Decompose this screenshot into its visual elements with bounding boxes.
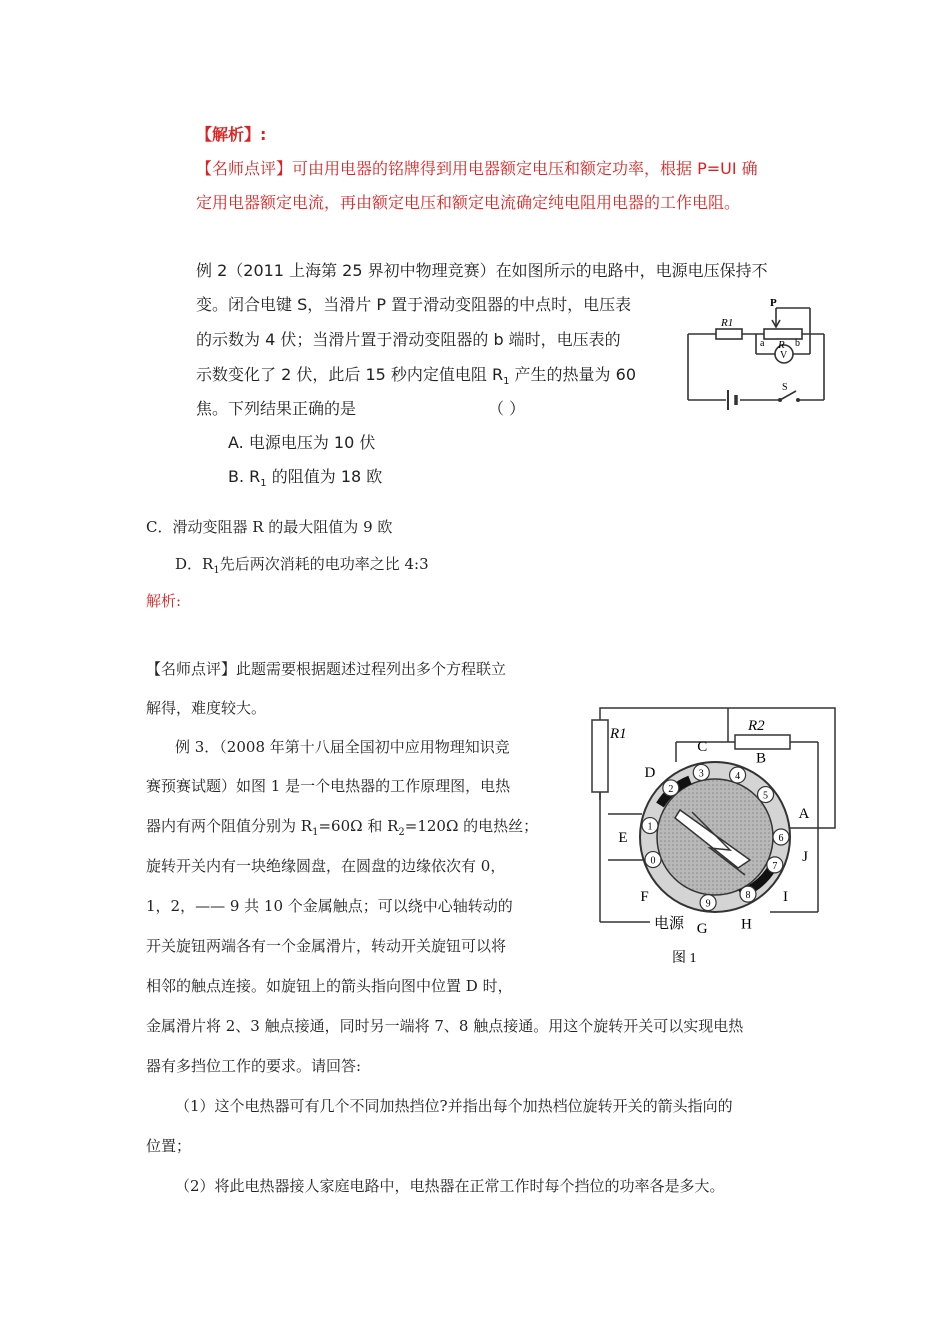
- question-1-cont: 位置；: [146, 1137, 192, 1155]
- position-letter-G: G: [696, 921, 708, 938]
- example3-line4: 旋转开关内有一块绝缘圆盘，在圆盘的边缘依次有 0，: [146, 857, 506, 875]
- analysis-label-1: 【解析】:: [196, 125, 267, 144]
- example2-line4: 示数变化了 2 伏，此后 15 秒内定值电阻 $R_1$ 产生的热量为 60: [196, 365, 637, 388]
- position-letter-A: A: [798, 806, 810, 823]
- label-p: P: [770, 297, 777, 309]
- contact-label-3: 3: [698, 768, 704, 780]
- example2-comment-line1: 【名师点评】此题需要根据题述过程列出多个方程联立: [146, 660, 507, 678]
- question-2: （2）将此电热器接人家庭电路中，电热器在正常工作时每个挡位的功率各是多大。: [175, 1177, 725, 1195]
- position-letter-C: C: [697, 738, 708, 755]
- example3-line9: 器有多挡位工作的要求。请回答:: [146, 1057, 362, 1075]
- contact-label-9: 9: [705, 898, 711, 910]
- contact-label-1: 1: [647, 821, 653, 833]
- label-r: R: [778, 339, 785, 351]
- contact-label-2: 2: [668, 783, 674, 795]
- question-1: （1）这个电热器可有几个不同加热挡位?并指出每个加热档位旋转开关的箭头指向的: [175, 1097, 733, 1115]
- example3-line8: 金属滑片将 2、3 触点接通，同时另一端将 7、8 触点接通。用这个旋转开关可以实现电热: [146, 1017, 744, 1035]
- option-d: D．$R_1$先后两次消耗的电功率之比 4:3: [175, 555, 429, 576]
- contact-label-8: 8: [745, 890, 751, 902]
- position-letter-B: B: [755, 750, 767, 767]
- contact-label-7: 7: [772, 860, 778, 872]
- position-letter-D: D: [644, 764, 656, 781]
- label-r1: R1: [721, 317, 734, 329]
- contact-label-4: 4: [735, 770, 741, 782]
- example3-line6: 开关旋钮两端各有一个金属滑片，转动开关旋钮可以将: [146, 937, 507, 955]
- fig-label-r1: R1: [610, 726, 627, 742]
- position-letter-E: E: [618, 830, 628, 846]
- contact-label-0: 0: [650, 855, 656, 867]
- label-b: b: [795, 338, 800, 349]
- power-label: 电源: [654, 916, 685, 932]
- label-v: V: [780, 350, 788, 361]
- example2-comment-line2: 解得，难度较大。: [146, 699, 267, 717]
- example3-line3: 器内有两个阻值分别为 $R_1=60\Omega$ 和 $R_2=120\Omega$ 的电热丝；: [146, 817, 539, 838]
- resistor-r1: [716, 329, 742, 339]
- contact-label-6: 6: [778, 833, 784, 844]
- contact-label-5: 5: [763, 790, 769, 802]
- teacher-comment-line1: 【名师点评】可由用电器的铭牌得到用电器额定电压和额定功率，根据 P=UI 确: [196, 159, 758, 178]
- position-letter-I: I: [782, 889, 788, 906]
- teacher-comment-line2: 定用电器额定电流，再由额定电压和额定电流确定纯电阻用电器的工作电阻。: [196, 193, 741, 212]
- analysis-label-2: 解析:: [146, 592, 182, 610]
- answer-bracket: （ ）: [488, 399, 526, 418]
- example3-line7: 相邻的触点连接。如旋钮上的箭头指向图中位置 D 时，: [146, 977, 513, 995]
- option-a: A. 电源电压为 10 伏: [228, 433, 376, 452]
- heater-switch-figure: [580, 700, 845, 970]
- position-letter-J: J: [802, 849, 808, 866]
- example2-line2: 变。闭合电键 S，当滑片 P 置于滑动变阻器的中点时，电压表: [196, 295, 632, 314]
- circuit-diagram: [680, 296, 840, 414]
- position-letter-H: H: [741, 916, 752, 933]
- example2-line1: 例 2（2011 上海第 25 界初中物理竞赛）在如图所示的电路中，电源电压保持不: [196, 261, 768, 280]
- example3-line2: 赛预赛试题）如图 1 是一个电热器的工作原理图，电热: [146, 777, 511, 795]
- label-a: a: [760, 338, 765, 349]
- option-b: B. $R_1$ 的阻值为 18 欧: [228, 467, 383, 490]
- example3-line1: 例 3．（2008 年第十八届全国初中应用物理知识竞: [175, 738, 510, 756]
- label-s: S: [782, 382, 788, 393]
- position-letter-F: F: [640, 889, 649, 906]
- resistor-r2-fig: [735, 735, 790, 749]
- example2-line3: 的示数为 4 伏；当滑片置于滑动变阻器的 b 端时，电压表的: [196, 330, 621, 349]
- figure-caption: 图 1: [672, 951, 697, 966]
- resistor-r1-fig: [592, 720, 608, 792]
- fig-label-r2: R2: [748, 718, 765, 734]
- example2-line5: 焦。下列结果正确的是: [196, 399, 357, 418]
- example3-line5: 1，2，—— 9 共 10 个金属触点；可以绕中心轴转动的: [146, 897, 513, 915]
- option-c: C．滑动变阻器 R 的最大阻值为 9 欧: [146, 518, 393, 536]
